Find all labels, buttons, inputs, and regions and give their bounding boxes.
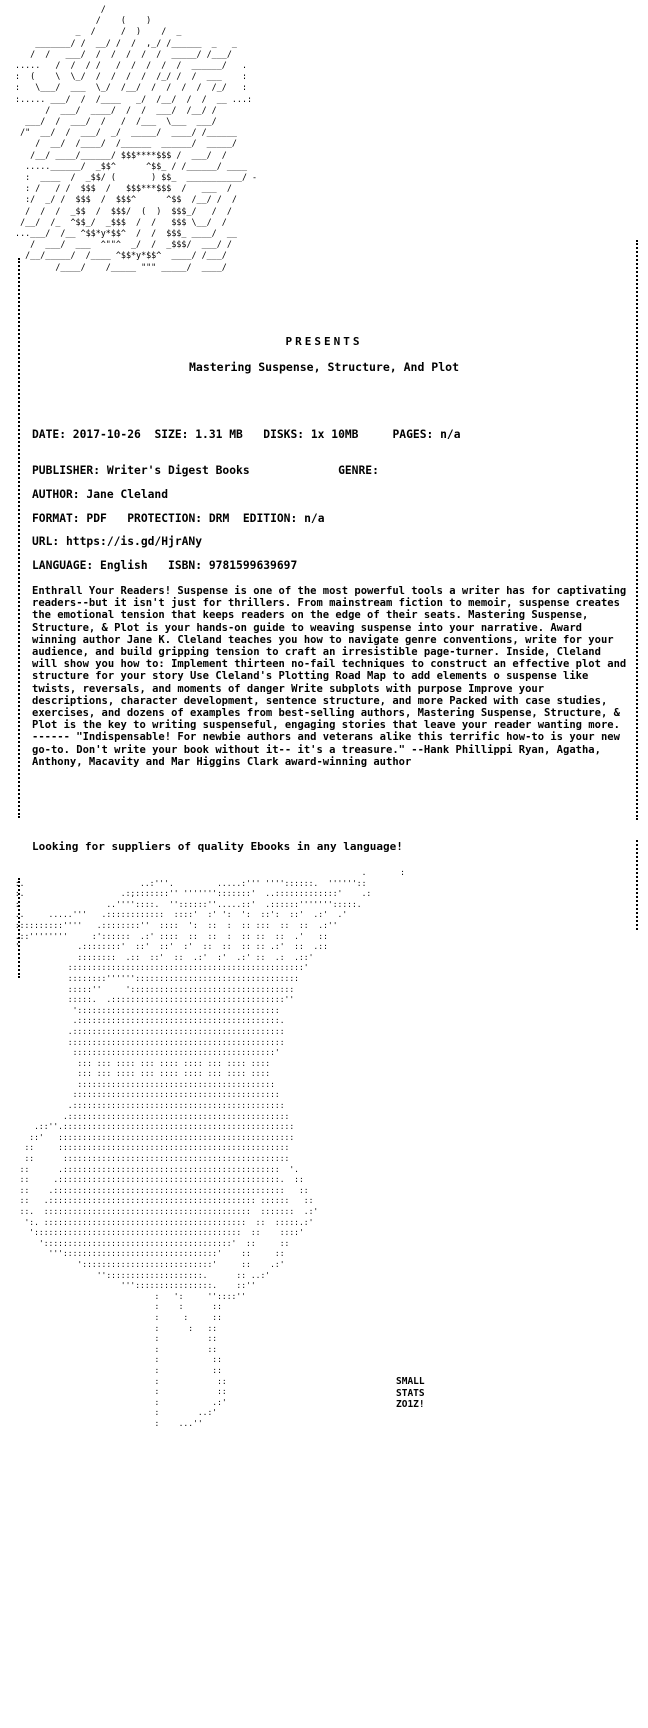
info-isbn: ISBN: 9781599639697 (168, 559, 298, 572)
release-title: Mastering Suspense, Structure, And Plot (188, 360, 460, 374)
info-url: URL: https://is.gd/HjrANy (32, 535, 203, 548)
description-text: Enthrall Your Readers! Suspense is one of the most powerful tools a writer has for captivating readers--but it isn't just for thrillers. From mainstream fiction to memoir, suspense creates the emotional tension that keeps readers on the edge of their seats. Mastering Suspense, Structure, & Plot is your hands-on guide to weaving suspense into your narrative. Award winning author Jane K. Cleland teaches you how to navigate genre conventions, write for your audience, and build gripping tension to craft an irresistible page-turner. Inside, Cleland will show you how to: Implement thirteen no-fail techniques to construct an effective plot and structure for your story Use Cleland's Plotting Road Map to add elements o suspense like twists, reversals, and moments of danger Write subplots with purpose Improve your descriptions, character development, sentence structure, and more Packed with case studies, exercises, and dozens of examples from best-selling authors, Mastering Suspense, Structure, & Plot is the key to writing suspenseful, engaging stories that leave your reader wanting more. ------ "Indispensable! For newbie authors and veterans alike this terrific how-to is your new go-to. Don't write your book without it-- it's a treasure." --Hank Phillippi Ryan, Agatha, Anthony, Macavity and Mar Higgins Clark award-winning author (32, 585, 627, 768)
info-row-2 (32, 464, 379, 477)
info-date: DATE: 2017-10-26 (32, 428, 141, 441)
info-language: LANGUAGE: English (32, 559, 148, 572)
info-format: FORMAT: PDF (32, 512, 107, 525)
info-row-1 (32, 428, 461, 441)
logo-ascii-art: / / ( ) _ / / ) / _ _______/ / __/ / / ,_/ /______ _ _ / / ___/ / / / / / _____/ /___/ ..... / / / / / / / / / ______/ . : ( \ \_/ / / / / /_/ / / ___ : : \___/ ___ \_/ /__/ / / / / /_/ : :..... ___/ / /____ _/ /__/ / / __ ...: / ___/ ____/ / / ___/ /__/ / ___/ / ___/ / / /___ \___ ___/ /" __/ / ___/ _/ _____/ ____/ /______ / __/ /____/ /______ ______/ _____/ /__/ ____/______/ $$$****$$$ / ___/ / .....______/ _$$^ ^$$_ / /______/ ____ : ____ / _$$/ ( ) $$_ ___________/ - : / / / $$$ / $$$***$$$ / ___ / :/ _/ / $$$ / $$$^ ^$$ /__/ / / / / / _$$ / $$$/ ( ) $$$_/ / / /__/ /_ ^$$_/ _$$$ / / $$$ \__/ / ...___/ /__ ^$$*y*$$^ / / $$$_ ____/ __ / ___/ ___ ^""^ _/ / _$$$/ ___/ / /__/_____/ /____ ^$$*y*$$^ ____/ /___/ /____/ /_____ """ _____/ ____/ (15, 4, 258, 272)
stats-line-3: ZO1Z! (396, 1399, 425, 1410)
info-size: SIZE: 1.31 MB (154, 428, 243, 441)
presents-label: PRESENTS (285, 335, 363, 348)
info-pages: PAGES: n/a (392, 428, 461, 441)
info-author: AUTHOR: Jane Cleland (32, 488, 169, 501)
info-protection: PROTECTION: DRM (127, 512, 230, 525)
info-edition: EDITION: n/a (242, 512, 325, 525)
suppliers-notice: Looking for suppliers of quality Ebooks in any language! (32, 840, 403, 853)
stats-badge (394, 1376, 427, 1411)
frame-right (636, 240, 638, 820)
info-genre: GENRE: (338, 464, 379, 477)
info-row-4 (32, 512, 325, 525)
stats-line-1: SMALL (396, 1376, 425, 1387)
info-publisher: PUBLISHER: Writer's Digest Books (32, 464, 250, 477)
octopus-ascii-art: . : :. ..:'''. .....:''' ''''::::::. '''''':: :. .:;:::::::'' ''''''':::::::' ..:::::::::::::' .: : ..''''::::. ''::::::''.....::' .::::::''''''':::::. .. .....''' .:::::::::::: ::::' :' ': ': ::': ::' .:' .' ::::::::::'''' .::::::::'' :::: ': :: : :: ::: :: :: .:'' .::'''''''' :':::::: .:' :::: :: :: : :: :: :: .' :: ' .::::::::' ::' ::' :' :: :: :: :: .:' :: .:: :::::::: .:: ::' :: .:' :' .:' :: .: .::' :::::::::::::::::::::::::::::::::::::::::::::::::' ::::::::'''''':::::::::::::::::::::::::::::::::: :::::'' ':::::::::::::::::::::::::::::::::: :::::. .::::::::::::::::::::::::::::::::::::'' ':::::::::::::::::::::::::::::::::::::::::: .::::::::::::::::::::::::::::::::::::::::::. .:::::::::::::::::::::::::::::::::::::::::::: ::::::::::::::::::::::::::::::::::::::::::::: ::::::::::::::::::::::::::::::::::::::::::' ::: ::: :::: ::: :::: :::: ::: :::: :::: ::: ::: :::: ::: :::: :::: ::: :::: :::: ::::::::::::::::::::::::::::::::::::::::: ::::::::::::::::::::::::::::::::::::::::::: .:::::::::::::::::::::::::::::::::::::::::::: .:::::::::::::::::::::::::::::::::::::::::::::: .::''.:::::::::::::::::::::::::::::::::::::::::::::::: ::' ::::::::::::::::::::::::::::::::::::::::::::::::: :: :::::::::::::::::::::::::::::::::::::::::::::::: :: ::::::::::::::::::::::::::::::::::::::::::::::: :: .::::::::::::::::::::::::::::::::::::::::::::: '. :: .::::::::::::::::::::::::::::::::::::::::::::::. :: :: .:::::::::::::::::::::::::::::::::::::::::::::::: :: :: .::::::::::::::::::::::::::::::::::::::::::: :::::: :: ::. ::::::::::::::::::::::::::::::::::::::::::: ::::::: .:' ':. :::::::::::::::::::::::::::::::::::::::::: :: :::::.:' '::::::::::::::::::::::::::::::::::::::::::: :: ::::' ':::::::::::::::::::::::::::::::::::::::' :: :: '''::::::::::::::::::::::::::::::::' :: :: ':::::::::::::::::::::::::::' :: .:' ''::::::::::::::::::::. :: ..:' '''::::::::::::::::. ::'' : ': ''::::'' : : :: : : :: : : :: : :: : :: : :: : :: : :: : :: : .:' : ..:' : ...'' (14, 868, 405, 1428)
stats-line-2: STATS (396, 1387, 425, 1399)
info-row-6 (32, 559, 297, 572)
info-disks: DISKS: 1x 10MB (263, 428, 359, 441)
frame-right-lower (636, 840, 638, 930)
